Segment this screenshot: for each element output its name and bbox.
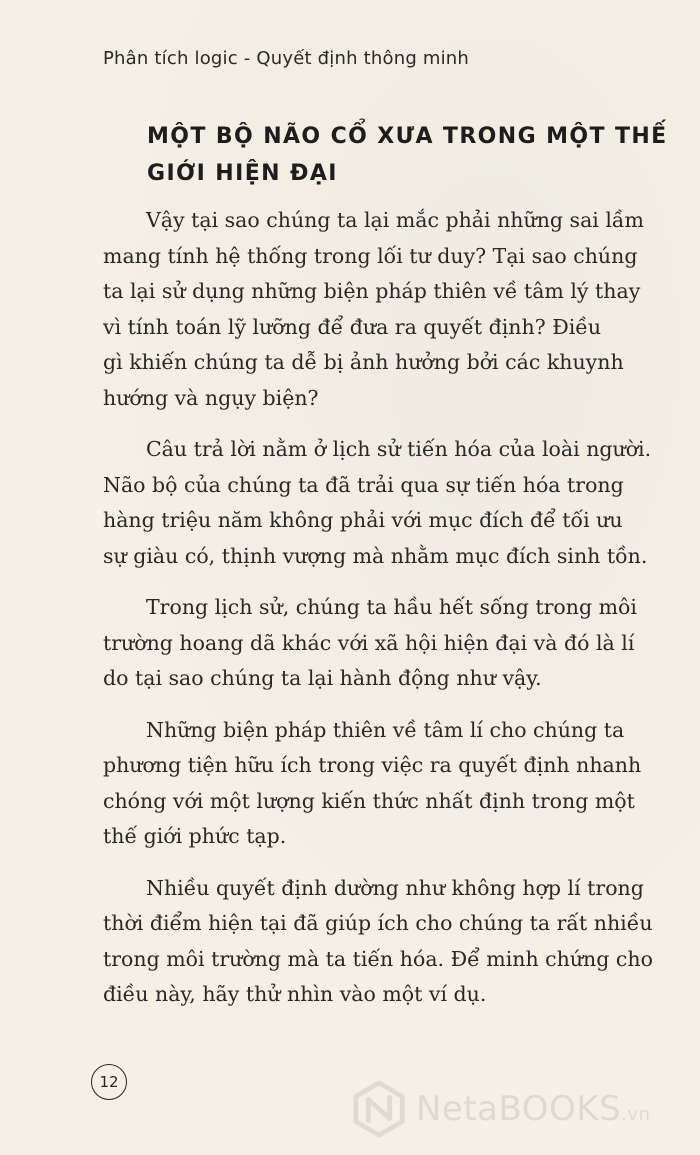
text-line: sự giàu có, thịnh vượng mà nhằm mục đích sinh tồn. [103, 543, 648, 568]
text-line: phương tiện hữu ích trong việc ra quyết định nhanh [103, 753, 642, 777]
text-line: trường hoang dã khác với xã hội hiện đại và đó là lí [103, 630, 635, 655]
paragraph-3 [103, 590, 663, 697]
watermark-text [416, 1089, 650, 1129]
text-line: hàng triệu năm không phải với mục đích để tối ưu [103, 508, 623, 532]
netabooks-logo-icon [350, 1080, 408, 1138]
text-line: Những biện pháp thiên về tâm lí cho chúng ta [146, 717, 625, 742]
text-line: gì khiến chúng ta dễ bị ảnh hưởng bởi các khuynh [103, 350, 624, 374]
section-heading [147, 118, 667, 192]
text-line: thời điểm hiện tại đã giúp ích cho chúng ta rất nhiều [103, 911, 653, 935]
paragraph-4 [103, 713, 663, 855]
text-line: chóng với một lượng kiến thức nhất định trong một [103, 788, 635, 813]
watermark [350, 1078, 690, 1140]
text-line: ta lại sử dụng những biện pháp thiên về tâm lý thay [103, 279, 641, 303]
heading-line: MỘT BỘ NÃO CỔ XƯA TRONG MỘT THẾ [147, 124, 668, 149]
text-line: vì tính toán lỹ lưỡng để đưa ra quyết định? Điều [103, 314, 602, 339]
paragraph-2 [103, 432, 663, 574]
paragraph-1 [103, 203, 663, 416]
text-line: Vậy tại sao chúng ta lại mắc phải những sai lầm [146, 208, 644, 232]
text-line: hướng và ngụy biện? [103, 385, 319, 410]
running-head: Phân tích logic - Quyết định thông minh [103, 48, 470, 69]
page-number: 12 [91, 1064, 127, 1100]
text-line: trong môi trường mà ta tiến hóa. Để minh chứng cho [103, 946, 653, 971]
text-line: Nhiều quyết định dường như không hợp lí trong [146, 875, 644, 900]
text-line: mang tính hệ thống trong lối tư duy? Tại sao chúng [103, 243, 638, 268]
body-text [103, 203, 663, 1029]
heading-line: GIỚI HIỆN ĐẠI [147, 161, 338, 186]
paragraph-5 [103, 871, 663, 1013]
text-line: Câu trả lời nằm ở lịch sử tiến hóa của loài người. [146, 437, 652, 461]
watermark-suffix: .vn [621, 1104, 651, 1125]
text-line: thế giới phức tạp. [103, 824, 287, 848]
text-line: điều này, hãy thử nhìn vào một ví dụ. [103, 982, 487, 1006]
text-line: do tại sao chúng ta lại hành động như vậy. [103, 666, 542, 690]
text-line: Trong lịch sử, chúng ta hầu hết sống trong môi [146, 595, 637, 619]
watermark-brand: NetaBOOKS [416, 1089, 622, 1129]
text-line: Não bộ của chúng ta đã trải qua sự tiến hóa trong [103, 472, 624, 497]
